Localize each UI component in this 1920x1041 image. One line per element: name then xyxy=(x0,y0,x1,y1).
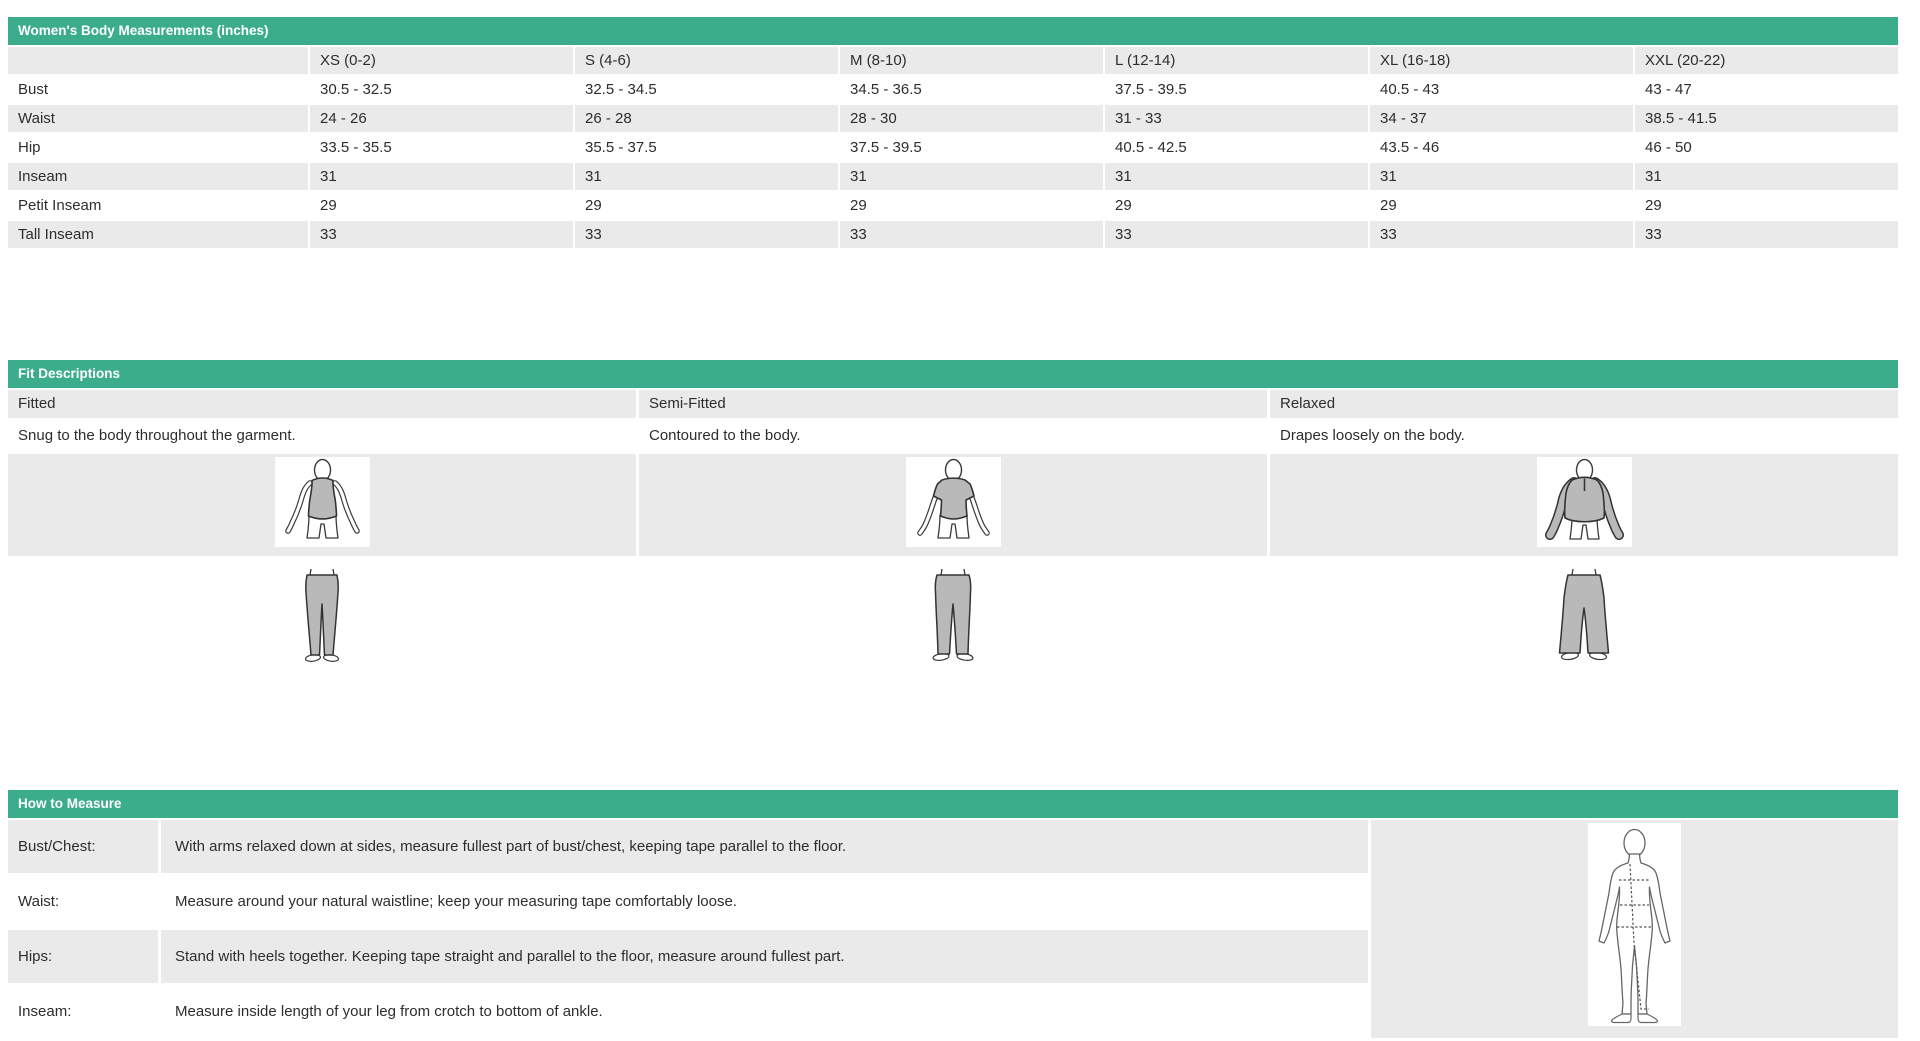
size-column-header: M (8-10) xyxy=(840,47,1103,74)
measurement-value-cell: 35.5 - 37.5 xyxy=(575,134,838,161)
measurement-value-cell: 37.5 - 39.5 xyxy=(1105,76,1368,103)
relaxed-pants-figure-icon xyxy=(1549,568,1619,668)
measurement-value-cell: 43 - 47 xyxy=(1635,76,1898,103)
how-label-inseam: Inseam: xyxy=(8,985,158,1038)
size-column-header: XL (16-18) xyxy=(1370,47,1633,74)
measurement-value-cell: 31 xyxy=(840,163,1103,190)
measurements-table-body xyxy=(8,76,1898,248)
measurement-row xyxy=(8,221,1898,248)
measurement-row xyxy=(8,105,1898,132)
measurement-row-label: Tall Inseam xyxy=(8,221,308,248)
relaxed-top-figure-icon xyxy=(1537,457,1632,547)
fit-descriptions-section xyxy=(8,360,1898,676)
measurement-value-cell: 30.5 - 32.5 xyxy=(310,76,573,103)
measurement-value-cell: 34 - 37 xyxy=(1370,105,1633,132)
measurement-value-cell: 26 - 28 xyxy=(575,105,838,132)
measurement-value-cell: 31 xyxy=(1105,163,1368,190)
fit-name-semi-fitted: Semi-Fitted xyxy=(639,390,1267,418)
measurement-value-cell: 46 - 50 xyxy=(1635,134,1898,161)
fit-description-relaxed: Drapes loosely on the body. xyxy=(1270,420,1898,452)
fit-name-relaxed: Relaxed xyxy=(1270,390,1898,418)
how-label-hips: Hips: xyxy=(8,930,158,983)
how-to-measure-diagram-cell xyxy=(1371,820,1898,1038)
measurement-value-cell: 31 xyxy=(1635,163,1898,190)
measurement-value-cell: 40.5 - 43 xyxy=(1370,76,1633,103)
measurement-row-label: Hip xyxy=(8,134,308,161)
measurement-row xyxy=(8,163,1898,190)
how-to-measure-section xyxy=(8,790,1898,1038)
measurements-header-row xyxy=(8,47,1898,74)
measurement-row-label: Inseam xyxy=(8,163,308,190)
semi-fitted-pants-figure-icon xyxy=(918,568,988,668)
measurement-value-cell: 37.5 - 39.5 xyxy=(840,134,1103,161)
fit-description-fitted: Snug to the body throughout the garment. xyxy=(8,420,636,452)
measurement-value-cell: 33 xyxy=(310,221,573,248)
measurement-value-cell: 33 xyxy=(575,221,838,248)
measurement-row-label: Waist xyxy=(8,105,308,132)
fit-descriptions-title-bar xyxy=(8,360,1898,388)
how-to-measure-grid xyxy=(8,820,1898,1038)
measurements-section-title: Women's Body Measurements (inches) xyxy=(18,23,269,38)
fit-figure-cell-fitted xyxy=(8,454,636,556)
fitted-top-figure-icon xyxy=(275,457,370,547)
measurement-value-cell: 31 xyxy=(1370,163,1633,190)
measurement-value-cell: 32.5 - 34.5 xyxy=(575,76,838,103)
measurements-table xyxy=(6,45,1900,250)
fit-pants-cell-semi-fitted xyxy=(639,558,1267,676)
measurement-value-cell: 29 xyxy=(1370,192,1633,219)
fit-figure-cell-relaxed xyxy=(1270,454,1898,556)
measurement-value-cell: 43.5 - 46 xyxy=(1370,134,1633,161)
measurement-value-cell: 29 xyxy=(310,192,573,219)
measurement-value-cell: 40.5 - 42.5 xyxy=(1105,134,1368,161)
measurement-value-cell: 34.5 - 36.5 xyxy=(840,76,1103,103)
fit-descriptions-grid xyxy=(8,390,1898,676)
measurements-title-bar xyxy=(8,17,1898,45)
measurement-row xyxy=(8,76,1898,103)
how-description-inseam: Measure inside length of your leg from crotch to bottom of ankle. xyxy=(161,985,1368,1038)
measurement-row-label: Petit Inseam xyxy=(8,192,308,219)
measurement-value-cell: 29 xyxy=(1635,192,1898,219)
fit-name-fitted: Fitted xyxy=(8,390,636,418)
measurement-value-cell: 24 - 26 xyxy=(310,105,573,132)
fit-figure-cell-semi-fitted xyxy=(639,454,1267,556)
fitted-pants-figure-icon xyxy=(287,568,357,668)
measurement-value-cell: 33 xyxy=(1370,221,1633,248)
size-column-header: S (4-6) xyxy=(575,47,838,74)
how-description-waist: Measure around your natural waistline; keep your measuring tape comfortably loose. xyxy=(161,875,1368,928)
fit-description-semi-fitted: Contoured to the body. xyxy=(639,420,1267,452)
measurement-value-cell: 33 xyxy=(840,221,1103,248)
body-measurement-diagram-icon xyxy=(1588,823,1681,1026)
measurements-corner-cell xyxy=(8,47,308,74)
how-description-bust-chest: With arms relaxed down at sides, measure fullest part of bust/chest, keeping tape parallel to the floor. xyxy=(161,820,1368,873)
measurement-value-cell: 33.5 - 35.5 xyxy=(310,134,573,161)
how-description-hips: Stand with heels together. Keeping tape straight and parallel to the floor, measure around fullest part. xyxy=(161,930,1368,983)
measurement-value-cell: 29 xyxy=(1105,192,1368,219)
measurement-row xyxy=(8,134,1898,161)
size-column-header: XS (0-2) xyxy=(310,47,573,74)
how-label-bust-chest: Bust/Chest: xyxy=(8,820,158,873)
how-to-measure-title-bar xyxy=(8,790,1898,818)
measurement-value-cell: 29 xyxy=(575,192,838,219)
measurement-value-cell: 31 xyxy=(310,163,573,190)
size-column-header: L (12-14) xyxy=(1105,47,1368,74)
fit-pants-cell-relaxed xyxy=(1270,558,1898,676)
fit-pants-cell-fitted xyxy=(8,558,636,676)
measurement-value-cell: 29 xyxy=(840,192,1103,219)
fit-descriptions-section-title: Fit Descriptions xyxy=(18,366,121,381)
measurement-row xyxy=(8,192,1898,219)
how-to-measure-section-title: How to Measure xyxy=(18,796,122,811)
measurement-value-cell: 31 - 33 xyxy=(1105,105,1368,132)
size-column-header: XXL (20-22) xyxy=(1635,47,1898,74)
measurement-row-label: Bust xyxy=(8,76,308,103)
measurement-value-cell: 28 - 30 xyxy=(840,105,1103,132)
measurement-value-cell: 33 xyxy=(1635,221,1898,248)
semi-fitted-top-figure-icon xyxy=(906,457,1001,547)
measurement-value-cell: 38.5 - 41.5 xyxy=(1635,105,1898,132)
how-label-waist: Waist: xyxy=(8,875,158,928)
measurement-value-cell: 31 xyxy=(575,163,838,190)
measurements-section xyxy=(8,17,1898,250)
measurement-value-cell: 33 xyxy=(1105,221,1368,248)
